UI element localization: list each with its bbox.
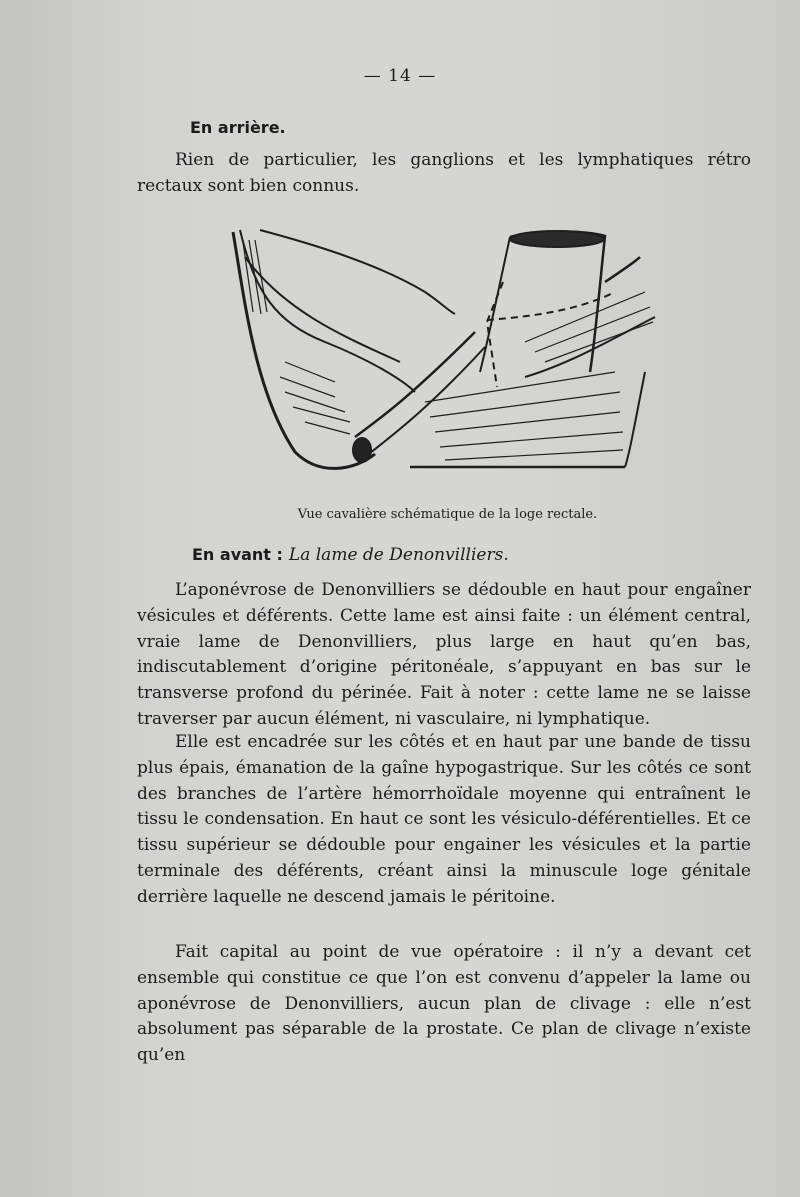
anatomical-figure-rectal-loge [225,222,665,502]
heading-en-arriere: En arrière. [190,118,286,137]
paragraph-denonvilliers-3: Fait capital au point de vue opératoire : il n’y a devant cet ensemble qui constitue ce que l’on est convenu d’appeler la lame ou aponévrose de Denonvilliers, aucun plan de clivage : elle n’est absolument pas séparable de la prostate. Ce plan de clivage n’existe qu’en [137,942,751,1066]
heading-en-avant-subtitle: La lame de Denonvilliers. [288,545,509,565]
paragraph-denonvilliers-2: Elle est encadrée sur les côtés et en haut par une bande de tissu plus épais, émanation de la gaîne hypogastrique. Sur les côtés ce sont des branches de l’artère hémorrhoïdale moyenne qui entraînent le tissu le condensation. En haut ce sont les vésiculo-déférentielles. Et ce tissu supérieur se dédouble pour engainer les vésicules et la partie terminale des déférents, créant ainsi la minuscule loge génitale derrière laquelle ne descend jamais le péritoine. [137,732,751,907]
page-number: — 14 — [363,66,437,86]
heading-en-avant-label: En avant : [192,545,283,564]
heading-en-avant [192,545,509,565]
paragraph-arriere: Rien de particulier, les ganglions et les lymphatiques rétro rectaux sont bien connus. [137,150,751,196]
paragraph-denonvilliers-1: L’aponévrose de Denonvilliers se dédouble en haut pour engaîner vésicules et déférents. Cette lame est ainsi faite : un élément central, vraie lame de Denonvilliers, plus large en haut qu’en bas, indiscutablement d’origine péritonéale, s’appuyant en bas sur le transverse profond du périnée. Fait à noter : cette lame ne se laisse traverser par aucun élément, ni vasculaire, ni lymphatique. [137,580,751,729]
figure-caption: Vue cavalière schématique de la loge rectale. [297,507,598,522]
